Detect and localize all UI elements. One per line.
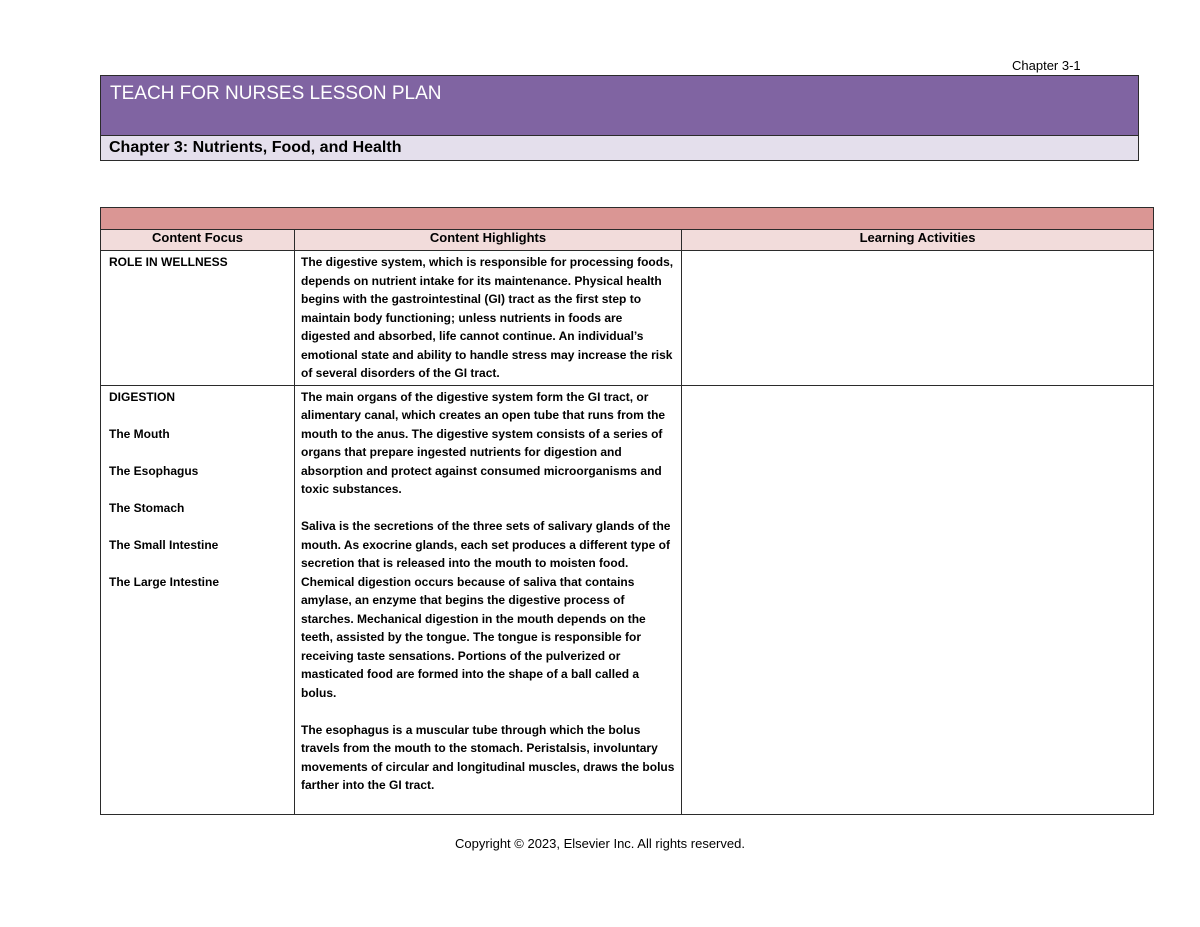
subtopic-label: The Mouth bbox=[109, 426, 170, 441]
highlight-paragraph: The digestive system, which is responsible for processing foods, depends on nutrient intake for its maintenance. Physical health begins with the gastrointestinal (GI) tract as the first step to maintain body functioning; unless nutrients in foods are digested and absorbed, life cannot continue. An individual’s emotional state and ability to handle stress may increase the risk of several disorders of the GI tract. bbox=[301, 255, 674, 380]
subtopic-label: The Small Intestine bbox=[109, 537, 219, 552]
highlight-paragraph: Saliva is the secretions of the three sets of salivary glands of the mouth. As exocrine glands, each set produces a different type of secretion that is released into the mouth to moisten food. Chemical digestion occurs because of saliva that contains amylase, an enzyme that begins the digestive process of starches. Mechanical digestion in the mouth depends on the teeth, assisted by the tongue. The tongue is responsible for receiving taste sensations. Portions of the pulverized or masticated food are formed into the shape of a ball called a bolus. bbox=[301, 519, 671, 700]
lesson-plan-header bbox=[100, 75, 1139, 161]
table-row bbox=[101, 385, 1154, 814]
content-highlights-cell bbox=[295, 251, 682, 386]
lesson-plan-table bbox=[100, 207, 1154, 815]
table-row bbox=[101, 251, 1154, 386]
column-header-content-focus: Content Focus bbox=[101, 230, 295, 251]
page-number: Chapter 3-1 bbox=[1012, 58, 1081, 73]
learning-activities-cell bbox=[682, 251, 1154, 386]
learning-activities-cell bbox=[682, 385, 1154, 814]
content-focus-cell bbox=[101, 251, 295, 386]
copyright-footer: Copyright © 2023, Elsevier Inc. All rights reserved. bbox=[455, 836, 745, 851]
content-focus-cell bbox=[101, 385, 295, 814]
content-highlights-cell bbox=[295, 385, 682, 814]
content-focus-label: ROLE IN WELLNESS bbox=[109, 255, 228, 269]
highlight-paragraph: The main organs of the digestive system form the GI tract, or alimentary canal, which creates an open tube that runs from the mouth to the anus. The digestive system consists of a series of organs that prepare ingested nutrients for digestion and absorption and protect against consumed microorganisms and toxic substances. bbox=[301, 389, 666, 496]
column-header-content-highlights: Content Highlights bbox=[295, 230, 682, 251]
table-banner bbox=[101, 208, 1154, 230]
table-header-row bbox=[101, 230, 1154, 251]
subtopic-label: The Esophagus bbox=[109, 463, 199, 478]
subtopic-label: The Large Intestine bbox=[109, 574, 220, 589]
subtopic-label: The Stomach bbox=[109, 500, 185, 515]
chapter-title: Chapter 3: Nutrients, Food, and Health bbox=[101, 136, 1138, 160]
highlight-paragraph: The esophagus is a muscular tube through which the bolus travels from the mouth to the stomach. Peristalsis, involuntary movements of circular and longitudinal muscles, draws the bolus farther into the GI tract. bbox=[301, 722, 675, 792]
table-banner-row bbox=[101, 208, 1154, 230]
header-title: TEACH FOR NURSES LESSON PLAN bbox=[101, 76, 1138, 136]
column-header-learning-activities: Learning Activities bbox=[682, 230, 1154, 251]
content-focus-label: DIGESTION bbox=[109, 389, 176, 404]
